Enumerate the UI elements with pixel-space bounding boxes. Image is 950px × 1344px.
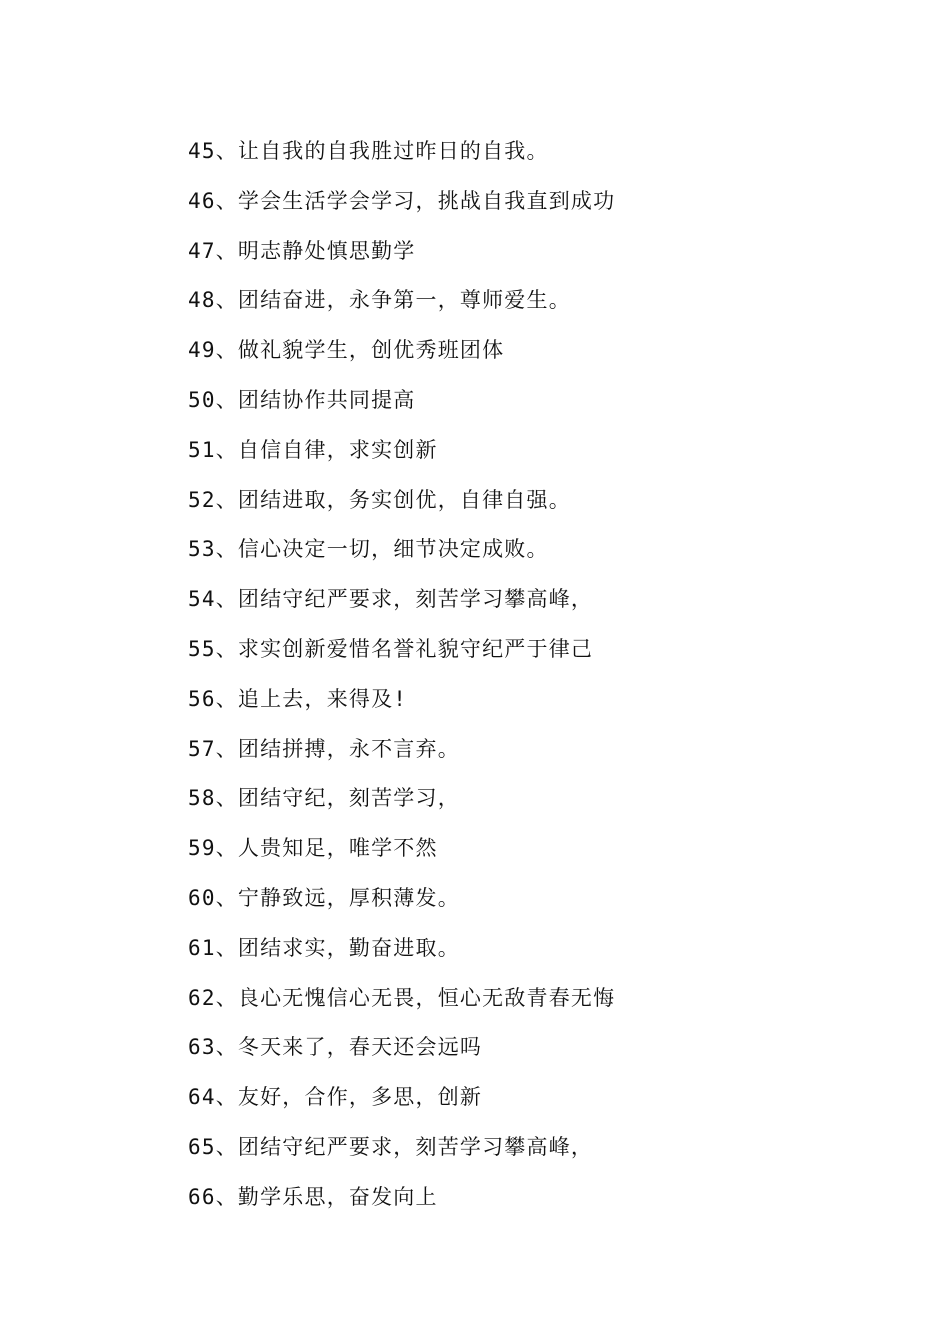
list-item <box>188 777 615 827</box>
list-item <box>188 728 615 778</box>
item-separator: 、 <box>215 338 238 363</box>
item-separator: 、 <box>215 437 238 462</box>
item-separator: 、 <box>215 1085 238 1110</box>
list-item <box>188 180 615 230</box>
item-number: 52 <box>188 487 216 512</box>
item-separator: 、 <box>215 1035 238 1060</box>
item-number: 58 <box>188 786 216 811</box>
list-item <box>188 479 615 529</box>
item-number: 56 <box>188 686 216 711</box>
item-number: 50 <box>188 387 216 412</box>
item-separator: 、 <box>215 387 238 412</box>
item-separator: 、 <box>215 487 238 512</box>
item-separator: 、 <box>215 885 238 910</box>
list-item <box>188 279 615 329</box>
list-item <box>188 329 615 379</box>
list-item <box>188 230 615 280</box>
list-item <box>188 1176 615 1226</box>
item-number: 59 <box>188 836 216 861</box>
item-separator: 、 <box>215 686 238 711</box>
item-number: 47 <box>188 238 216 263</box>
slogan-list <box>188 130 615 1226</box>
item-text: 团结守纪，刻苦学习， <box>237 786 460 811</box>
item-number: 57 <box>188 736 216 761</box>
item-text: 团结进取，务实创优，自律自强。 <box>237 487 571 512</box>
item-text: 友好，合作，多思，创新 <box>237 1085 483 1110</box>
list-item <box>188 877 615 927</box>
item-separator: 、 <box>215 736 238 761</box>
item-text: 自信自律，求实创新 <box>237 437 438 462</box>
item-number: 55 <box>188 636 216 661</box>
item-text: 良心无愧信心无畏，恒心无敌青春无悔 <box>237 985 616 1010</box>
item-text: 团结守纪严要求，刻苦学习攀高峰， <box>237 1134 594 1159</box>
list-item <box>188 927 615 977</box>
item-number: 61 <box>188 935 216 960</box>
item-number: 53 <box>188 537 216 562</box>
list-item <box>188 130 615 180</box>
item-separator: 、 <box>215 786 238 811</box>
list-item <box>188 678 615 728</box>
item-separator: 、 <box>215 587 238 612</box>
item-text: 信心决定一切，细节决定成败。 <box>237 537 549 562</box>
list-item <box>188 977 615 1027</box>
list-item <box>188 827 615 877</box>
item-text: 团结守纪严要求，刻苦学习攀高峰， <box>237 587 594 612</box>
item-separator: 、 <box>215 537 238 562</box>
item-text: 学会生活学会学习，挑战自我直到成功 <box>237 188 616 213</box>
item-text: 明志静处慎思勤学 <box>237 238 416 263</box>
item-separator: 、 <box>215 139 238 163</box>
item-text: 团结奋进，永争第一，尊师爱生。 <box>237 288 571 313</box>
item-separator: 、 <box>215 238 238 263</box>
item-number: 60 <box>188 885 216 910</box>
item-separator: 、 <box>215 985 238 1010</box>
item-text: 追上去，来得及! <box>237 686 408 711</box>
item-separator: 、 <box>215 636 238 661</box>
item-number: 63 <box>188 1035 216 1060</box>
item-number: 48 <box>188 288 216 313</box>
list-item <box>188 429 615 479</box>
item-number: 65 <box>188 1134 216 1159</box>
list-item <box>188 528 615 578</box>
item-text: 冬天来了，春天还会远吗 <box>237 1035 483 1060</box>
item-text: 团结协作共同提高 <box>237 387 416 412</box>
item-number: 46 <box>188 188 216 213</box>
item-separator: 、 <box>215 1134 238 1159</box>
item-text: 人贵知足，唯学不然 <box>237 836 438 861</box>
item-separator: 、 <box>215 188 238 213</box>
list-item <box>188 379 615 429</box>
item-separator: 、 <box>215 1184 238 1209</box>
list-item <box>188 628 615 678</box>
item-number: 45 <box>188 139 216 163</box>
item-text: 让自我的自我胜过昨日的自我。 <box>237 139 549 163</box>
item-text: 团结求实，勤奋进取。 <box>237 935 460 960</box>
item-text: 勤学乐思，奋发向上 <box>237 1184 438 1209</box>
list-item <box>188 1126 615 1176</box>
list-item <box>188 578 615 628</box>
item-number: 51 <box>188 437 216 462</box>
list-item <box>188 1076 615 1126</box>
item-text: 团结拼搏，永不言弃。 <box>237 736 460 761</box>
item-text: 做礼貌学生，创优秀班团体 <box>237 338 505 363</box>
item-number: 49 <box>188 338 216 363</box>
item-number: 54 <box>188 587 216 612</box>
list-item <box>188 1026 615 1076</box>
item-number: 62 <box>188 985 216 1010</box>
item-text: 宁静致远，厚积薄发。 <box>237 885 460 910</box>
item-number: 64 <box>188 1085 216 1110</box>
item-text: 求实创新爱惜名誉礼貌守纪严于律己 <box>237 636 594 661</box>
item-separator: 、 <box>215 836 238 861</box>
item-separator: 、 <box>215 935 238 960</box>
item-separator: 、 <box>215 288 238 313</box>
item-number: 66 <box>188 1184 216 1209</box>
